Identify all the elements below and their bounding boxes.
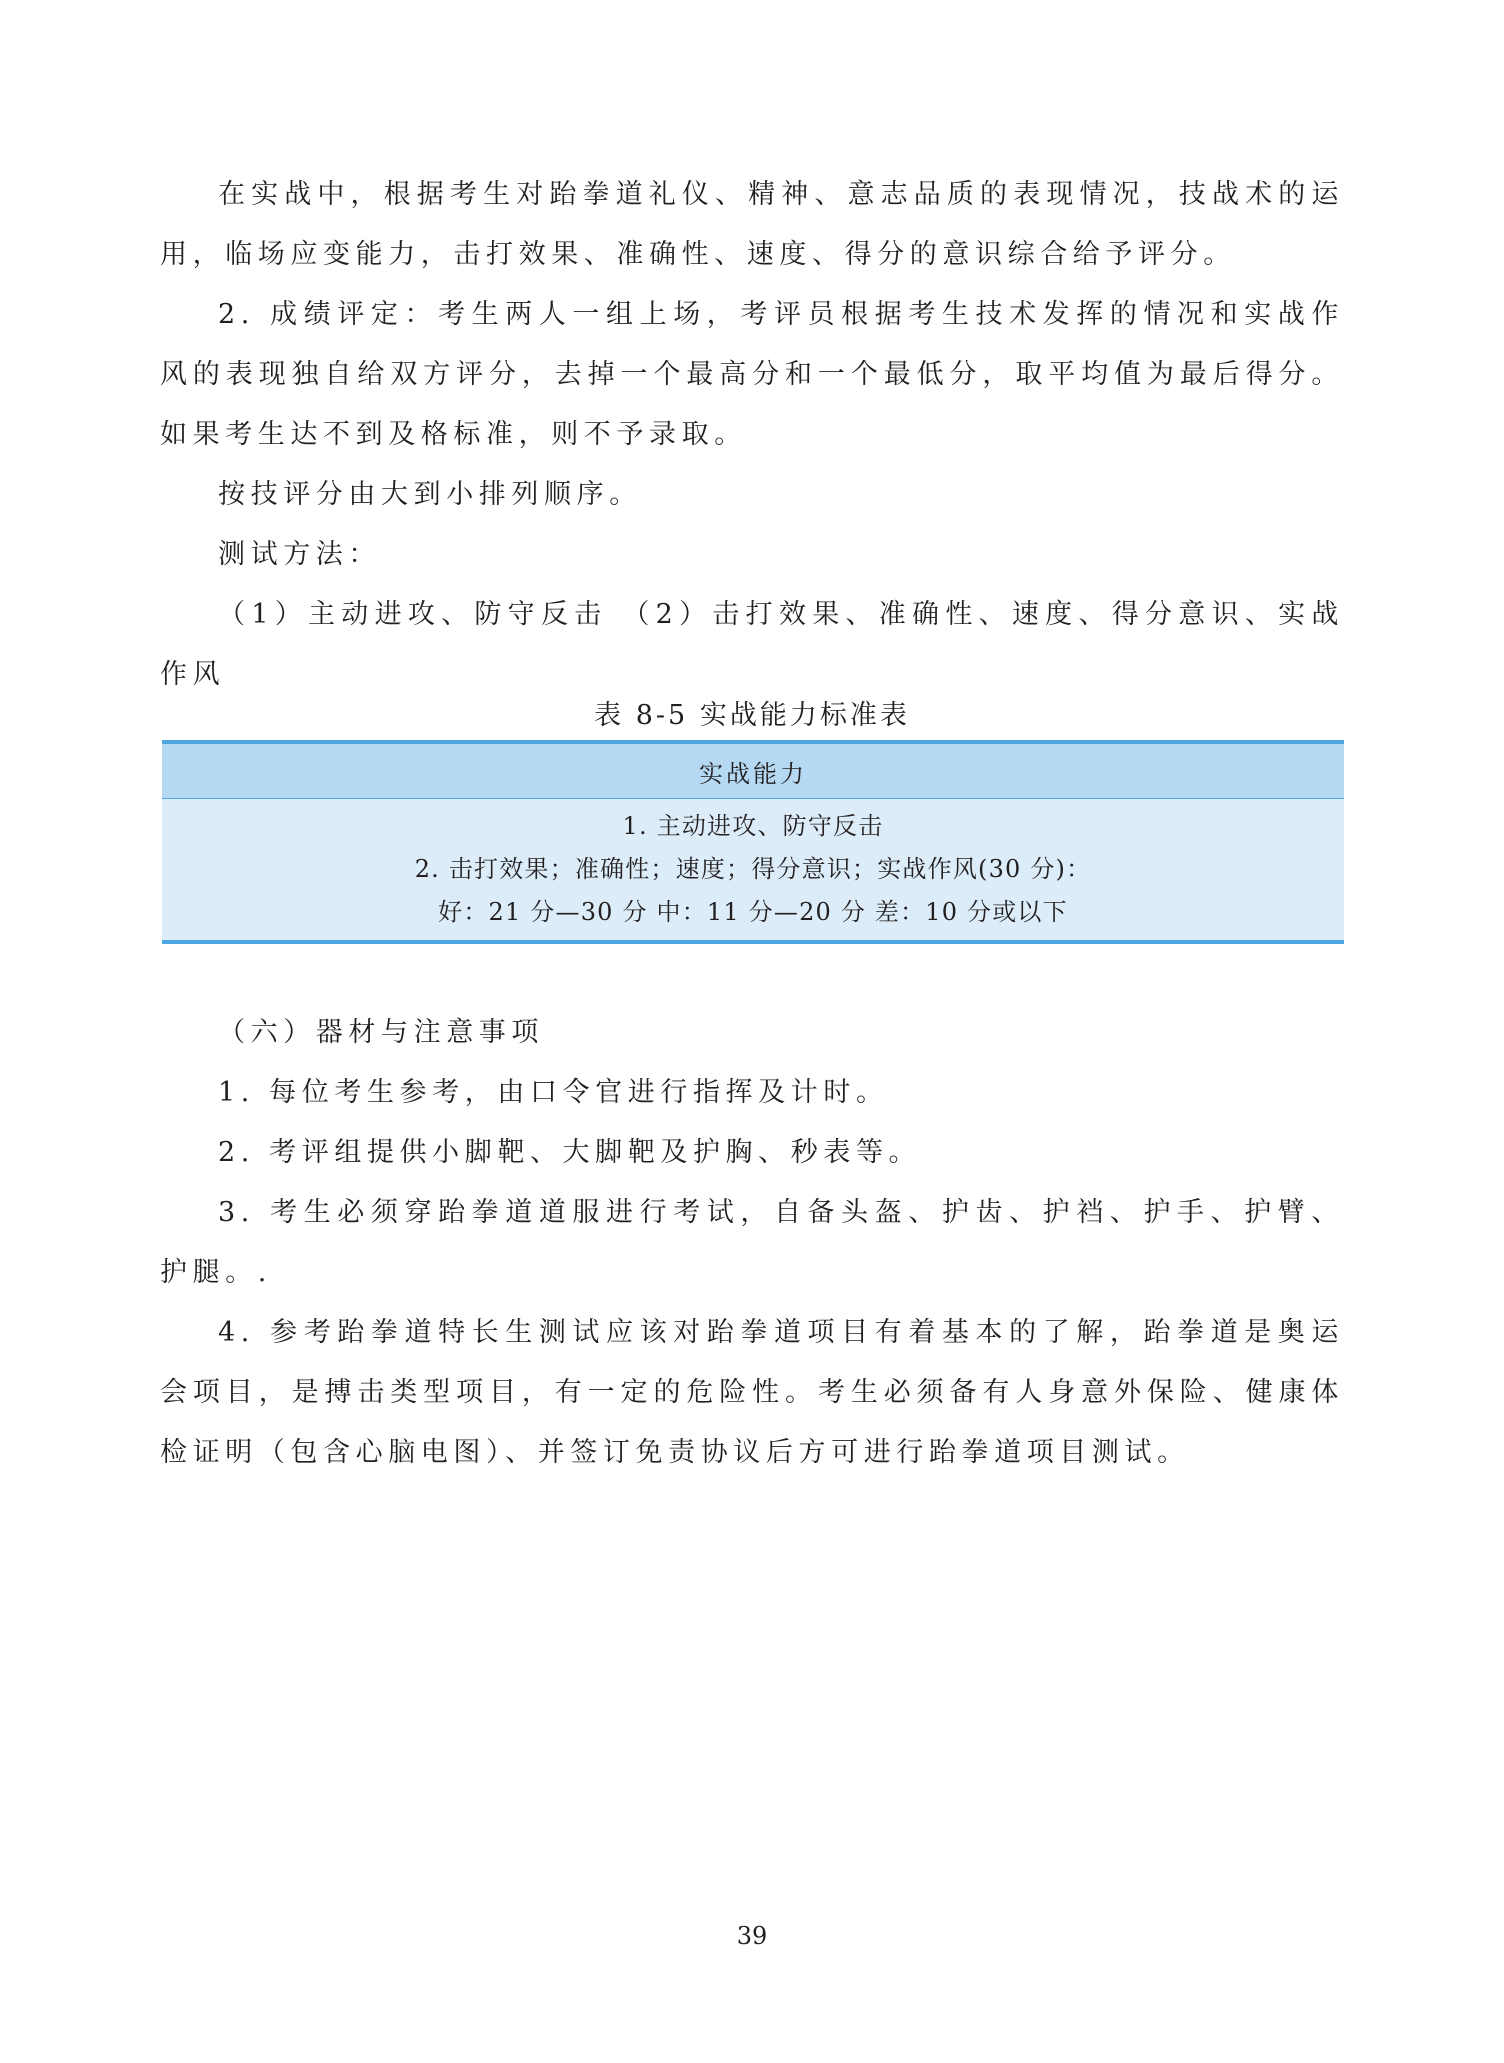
- page-number: 39: [736, 1922, 768, 1950]
- paragraph-score-evaluation: 2. 成绩评定：考生两人一组上场，考评员根据考生技术发挥的情况和实战作风的表现独自给双方评分，去掉一个最高分和一个最低分，取平均值为最后得分。如果考生达不到及格标准，则不予录取。: [160, 299, 1344, 450]
- table-cell-line-3: 好：21 分—30 分 中：11 分—20 分 差：10 分或以下: [438, 898, 1068, 926]
- paragraph-test-method-label: 测试方法：: [218, 539, 381, 570]
- table-header-cell: 实战能力: [162, 742, 1344, 799]
- document-page: [160, 0, 1344, 2063]
- paragraph-note-1: 1. 每位考生参考，由口令官进行指挥及计时。: [218, 1077, 889, 1108]
- paragraph-ranking: 按技评分由大到小排列顺序。: [218, 479, 642, 510]
- paragraph-note-3: 3. 考生必须穿跆拳道道服进行考试，自备头盔、护齿、护裆、护手、护臂、护腿。.: [160, 1197, 1344, 1288]
- table-row: [162, 799, 1344, 943]
- table-cell: [162, 799, 1344, 943]
- table-caption: 表 8-5 实战能力标准表: [594, 700, 910, 731]
- table-cell-line-1: 1. 主动进攻、防守反击: [622, 812, 884, 840]
- paragraph-scoring-criteria: 在实战中，根据考生对跆拳道礼仪、精神、意志品质的表现情况，技战术的运用，临场应变能力，击打效果、准确性、速度、得分的意识综合给予评分。: [160, 179, 1344, 270]
- standard-table: [162, 740, 1344, 944]
- section-heading-equipment: （六）器材与注意事项: [218, 1017, 544, 1048]
- paragraph-note-4: 4. 参考跆拳道特长生测试应该对跆拳道项目有着基本的了解，跆拳道是奥运会项目，是搏击类型项目，有一定的危险性。考生必须备有人身意外保险、健康体检证明（包含心脑电图）、并签订免责协议后方可进行跆拳道项目测试。: [160, 1317, 1344, 1468]
- paragraph-test-method-items: （1）主动进攻、防守反击 （2）击打效果、准确性、速度、得分意识、实战作风: [160, 599, 1344, 690]
- paragraph-note-2: 2. 考评组提供小脚靶、大脚靶及护胸、秒表等。: [218, 1137, 922, 1168]
- body-text-bottom: [160, 1003, 1344, 1483]
- body-text-top: [160, 165, 1344, 705]
- table-cell-line-2: 2. 击打效果；准确性；速度；得分意识；实战作风(30 分)：: [414, 855, 1092, 883]
- table-header-row: [162, 742, 1344, 799]
